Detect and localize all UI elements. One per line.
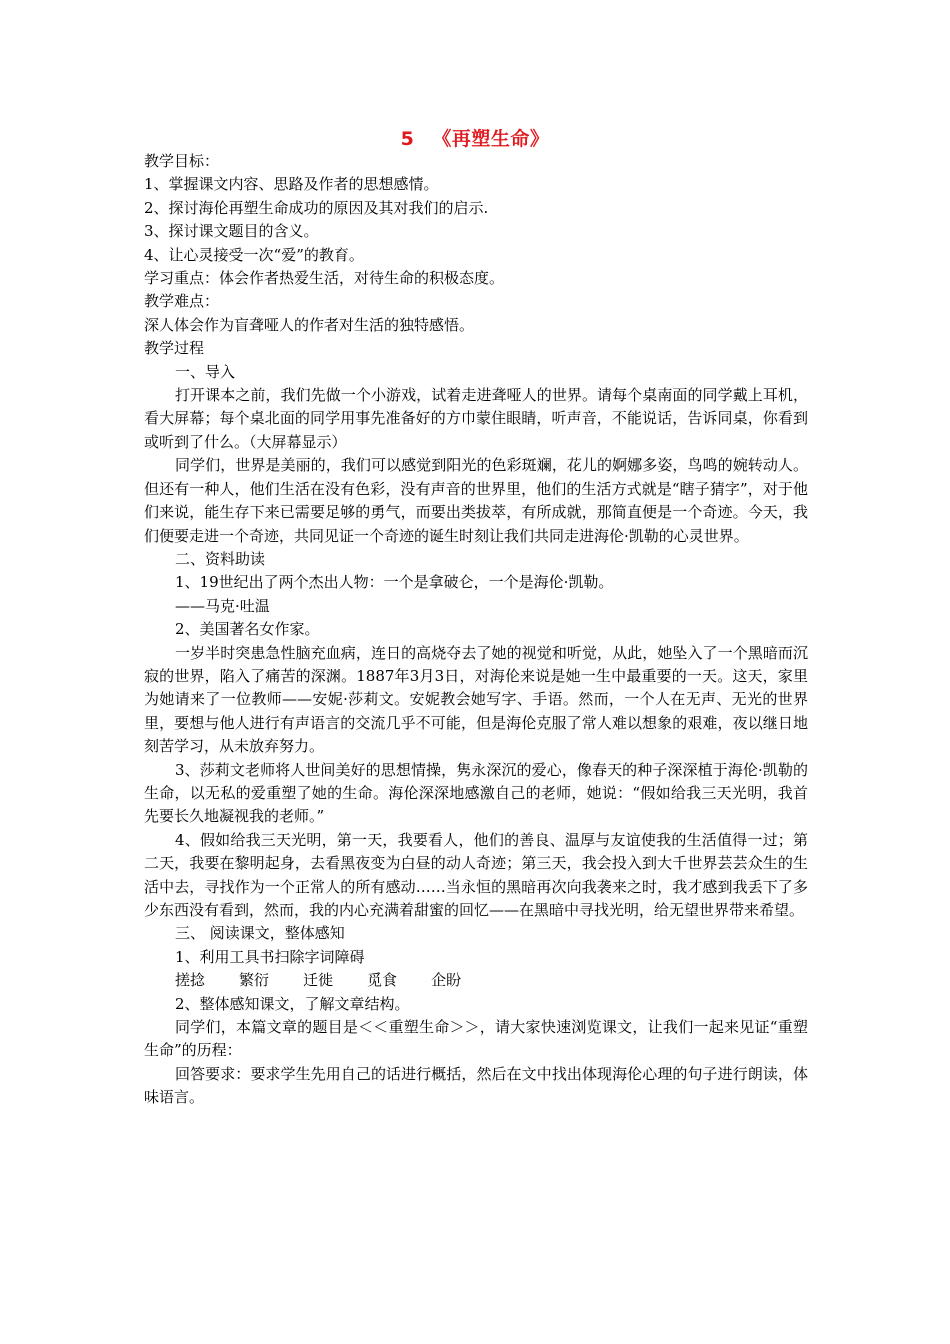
vocabulary-word: 繁衍: [239, 971, 270, 990]
intro-paragraph-1: 打开课本之前，我们先做一个小游戏，试着走进聋哑人的世界。请每个桌南面的同学戴上耳机，看大屏幕；每个桌北面的同学用事先准备好的方巾蒙住眼睛，听声音，不能说话，告诉同桌，你看到或听到了什么。（大屏幕显示）: [144, 386, 808, 451]
vocabulary-list: [144, 969, 808, 992]
answer-requirements: 回答要求：要求学生先用自己的话进行概括，然后在文中找出体现海伦心理的句子进行朗读，体味语言。: [144, 1064, 808, 1107]
reading-aid-item-3: 3、莎莉文老师将人世间美好的思想情操，隽永深沉的爱心，像春天的种子深深植于海伦·凯勒的生命，以无私的爱重塑了她的生命。海伦深深地感激自己的老师，她说：“假如给我三天光明，我首先要长久地凝视我的老师。”: [144, 760, 808, 826]
intro-paragraph-2: 同学们，世界是美丽的，我们可以感觉到阳光的色彩斑斓，花儿的婀娜多姿，鸟鸣的婉转动人。但还有一种人，他们生活在没有色彩，没有声音的世界里，他们的生活方式就是“瞎子猜字”，对于他们来说，能生存下来已需要足够的勇气，而要出类拔萃，有所成就，那简直便是一个奇迹。今天，我们便要走进一个奇迹，共同见证一个奇迹的诞生时刻让我们共同走进海伦·凯勒的心灵世界。: [144, 456, 808, 545]
reading-aid-item-4: 4、假如给我三天光明，第一天，我要看人，他们的善良、温厚与友谊使我的生活值得一过；第二天，我要在黎明起身，去看黑夜变为白昼的动人奇迹；第三天，我会投入到大千世界芸芸众生的生活中去，寻找作为一个正常人的所有感动……当永恒的黑暗再次向我袭来之时，我才感到我丢下了多少东西没有看到，然而，我的内心充满着甜蜜的回忆——在黑暗中寻找光明，给无望世界带来希望。: [144, 830, 808, 919]
section-intro-heading: 一、导入: [175, 362, 236, 381]
vocabulary-word: 觅食: [367, 971, 398, 990]
vocabulary-word: 搓捻: [175, 971, 206, 990]
reading-aid-item-2: 2、美国著名女作家。: [175, 620, 320, 639]
section-reading-heading: 三、 阅读课文，整体感知: [175, 924, 345, 943]
vocabulary-word: 企盼: [431, 971, 462, 990]
quote-attribution: ——马克·吐温: [175, 596, 270, 615]
objective-2: 2、探讨海伦再塑生命成功的原因及其对我们的启示.: [144, 198, 489, 217]
process-heading: 教学过程: [144, 339, 205, 358]
section-reading-aid-heading: 二、资料助读: [175, 549, 266, 568]
objective-3: 3、探讨课文题目的含义。: [144, 222, 319, 241]
reading-step-1: 1、利用工具书扫除字词障碍: [175, 947, 365, 966]
biography-paragraph: 一岁半时突患急性脑充血病，连日的高烧夺去了她的视觉和听觉，从此，她坠入了一个黑暗而沉寂的世界，陷入了痛苦的深渊。1887年3月3日，对海伦来说是她一生中最重要的一天。这天，家里为她请来了一位教师——安妮·莎莉文。安妮教会她写字、手语。然而，一个人在无声、无光的世界里，要想与他人进行有声语言的交流几乎不可能，但是海伦克服了常人难以想象的艰难，夜以继日地刻苦学习，从未放弃努力。: [144, 643, 808, 756]
vocabulary-word: 迁徙: [303, 971, 334, 990]
objective-1: 1、掌握课文内容、思路及作者的思想感情。: [144, 175, 439, 194]
lesson-number: 5: [400, 128, 415, 150]
objectives-heading: 教学目标：: [144, 152, 220, 170]
difficulty-text: 深人体会作为盲聋哑人的作者对生活的独特感悟。: [144, 315, 475, 334]
reading-aid-quote: 1、19世纪出了两个杰出人物：一个是拿破仑，一个是海伦·凯勒。: [175, 573, 614, 592]
document-body: [144, 150, 808, 1110]
overview-paragraph: 同学们，本篇文章的题目是＜＜重塑生命＞＞，请大家快速浏览课文，让我们一起来见证“重塑生命”的历程：: [144, 1018, 808, 1060]
reading-step-2: 2、整体感知课文，了解文章结构。: [175, 994, 410, 1013]
lesson-title: 《再塑生命》: [432, 128, 550, 150]
key-points: 学习重点：体会作者热爱生活，对待生命的积极态度。: [144, 269, 505, 288]
document-title: [0, 124, 950, 151]
objective-4: 4、让心灵接受一次“爱”的教育。: [144, 245, 364, 264]
difficulty-heading: 教学难点：: [144, 292, 220, 311]
